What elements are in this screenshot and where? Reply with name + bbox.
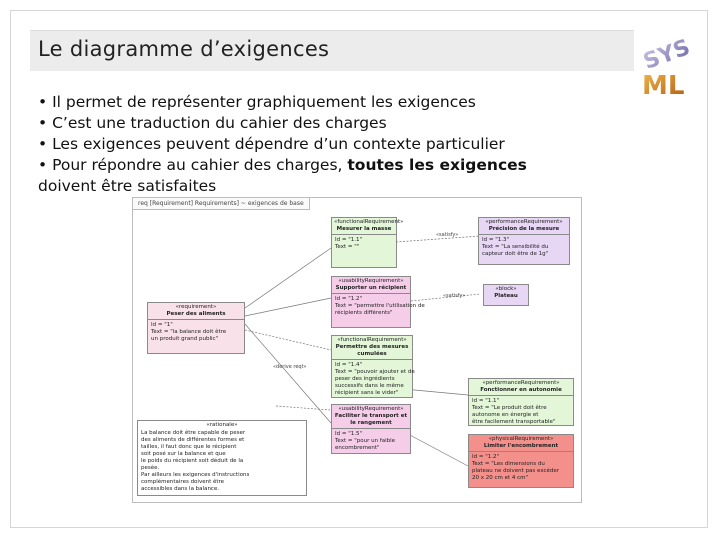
- bullet-2: • C’est une traduction du cahier des charges: [38, 114, 387, 132]
- requirement-name: Fonctionner en autonomie: [480, 387, 562, 393]
- requirement-name: Peser des aliments: [166, 311, 226, 317]
- rationale-text: des aliments de différentes formes et: [141, 437, 245, 443]
- requirement-text: Text = "permettre l'utilisation de: [335, 303, 425, 309]
- requirement-box-mesurer-masse[interactable]: [331, 217, 404, 268]
- block-name: Plateau: [494, 293, 518, 299]
- requirement-text: 20 x 20 cm et 4 cm": [472, 475, 529, 481]
- rationale-note[interactable]: [137, 420, 307, 496]
- requirement-text: être facilement transportable": [472, 419, 556, 425]
- requirement-text: récipients différents": [335, 310, 393, 316]
- requirement-box-supporter-recipient[interactable]: [331, 276, 425, 328]
- bullet-4: [38, 155, 628, 176]
- connector-label-2: «satisfy»: [443, 293, 466, 299]
- diagram-frame-label: req [Requirement] Requirements] ~ exigences de base: [133, 198, 310, 210]
- requirement-text: Text = "pouvoir ajouter et de: [335, 369, 415, 375]
- requirement-text: récipient sans le vider": [335, 390, 399, 396]
- rationale-text: tailles, il faut donc que le récipient: [141, 444, 237, 450]
- requirement-text: encombrement": [335, 445, 380, 451]
- requirement-box-transport-rangement[interactable]: [331, 404, 411, 454]
- requirement-text: capteur doit être de 1g": [482, 251, 549, 257]
- requirement-text: autonome en énergie et: [472, 412, 539, 418]
- requirement-id: Id = "1.2": [472, 454, 500, 460]
- rationale-text: pesée.: [141, 465, 160, 471]
- logo-top-text: SYS: [640, 35, 694, 75]
- requirement-text: Text = "Les dimensions du: [472, 461, 545, 467]
- requirement-id: Id = "1.4": [335, 362, 363, 368]
- requirement-box-peser-aliments[interactable]: [147, 302, 245, 354]
- rationale-text: le poids du récipient soit déduit de la: [141, 458, 244, 464]
- requirement-text: un produit grand public": [151, 336, 219, 342]
- requirement-box-autonomie[interactable]: [468, 378, 574, 426]
- stereotype-label: «usabilityRequirement»: [338, 406, 404, 412]
- stereotype-label: «block»: [495, 286, 517, 292]
- connector-derive: [245, 330, 331, 350]
- requirement-name: Précision de la mesure: [488, 226, 560, 232]
- requirement-text: plateau ne doivent pas excéder: [472, 468, 560, 474]
- bullet-4-line2: doivent être satisfaites: [38, 177, 217, 195]
- requirement-id: Id = "1.2": [335, 296, 363, 302]
- requirement-id: Id = "1.5": [335, 431, 363, 437]
- requirement-name: Faciliter le transport et le rangement: [334, 413, 408, 426]
- connector-label-3: «derive reqt»: [273, 364, 307, 370]
- rationale-text: La balance doit être capable de peser: [141, 430, 246, 436]
- bullet-3: • Les exigences peuvent dépendre d’un contexte particulier: [38, 135, 505, 153]
- requirement-text: successifs dans le même: [335, 383, 404, 389]
- requirement-id: Id = "1.1": [335, 237, 363, 243]
- stereotype-label: «usabilityRequirement»: [338, 278, 404, 284]
- connector-label-1: «satisfy»: [436, 232, 459, 238]
- stereotype-label: «functionalRequirement»: [334, 219, 404, 225]
- connector-contain-5: [245, 324, 331, 423]
- requirement-name: Permettre des mesures cumulées: [335, 344, 409, 357]
- rationale-text: soit posé sur la balance et que: [141, 451, 226, 457]
- stereotype-label: «rationale»: [206, 422, 238, 428]
- requirement-box-limiter-encombrement[interactable]: [468, 434, 574, 488]
- requirement-id: Id = "1": [151, 322, 173, 328]
- stereotype-label: «physicalRequirement»: [488, 436, 554, 442]
- requirement-text: Text = "": [335, 244, 360, 250]
- requirement-text: Text = "Le produit doit être: [472, 405, 547, 411]
- requirement-name: Mesurer la masse: [336, 226, 392, 232]
- connector-contain-1: [245, 248, 331, 308]
- rationale-text: Par ailleurs les exigences d'instructions: [141, 472, 250, 478]
- bullet-4-prefix: • Pour répondre au cahier des charges,: [38, 156, 348, 174]
- requirement-text: Text = "La sensibilité du: [482, 244, 549, 250]
- requirement-text: Text = "la balance doit être: [151, 329, 227, 335]
- connector-contain-2: [245, 298, 331, 316]
- bullet-list: [38, 92, 628, 197]
- requirement-name: Supporter un récipient: [335, 285, 407, 291]
- bullet-4-bold: toutes les exigences: [347, 156, 527, 174]
- requirements-diagram: [132, 197, 582, 503]
- stereotype-label: «requirement»: [175, 304, 217, 310]
- requirement-id: Id = "1.1": [472, 398, 500, 404]
- block-box-plateau[interactable]: [483, 284, 529, 306]
- requirement-name: Limiter l'encombrement: [483, 443, 559, 449]
- logo-bottom-text: ML: [642, 71, 685, 101]
- rationale-text: accessibles dans la balance.: [141, 486, 220, 492]
- stereotype-label: «performanceRequirement»: [482, 380, 560, 386]
- stereotype-label: «performanceRequirement»: [485, 219, 563, 225]
- requirement-text: peser des ingrédients: [335, 376, 395, 382]
- bullet-1: • Il permet de représenter graphiquement les exigences: [38, 93, 476, 111]
- requirement-id: Id = "1.3": [482, 237, 510, 243]
- rationale-text: complémentaires doivent être: [141, 479, 225, 485]
- title-bar: [30, 30, 634, 71]
- requirement-box-precision-mesure[interactable]: [478, 217, 570, 265]
- slide-title: Le diagramme d’exigences: [38, 37, 330, 61]
- sysml-logo-icon: [638, 28, 694, 101]
- connector-trace-1: [276, 406, 330, 410]
- stereotype-label: «functionalRequirement»: [337, 337, 407, 343]
- requirement-box-mesures-cumulees[interactable]: [331, 335, 413, 398]
- requirement-text: Text = "pour un faible: [335, 438, 396, 444]
